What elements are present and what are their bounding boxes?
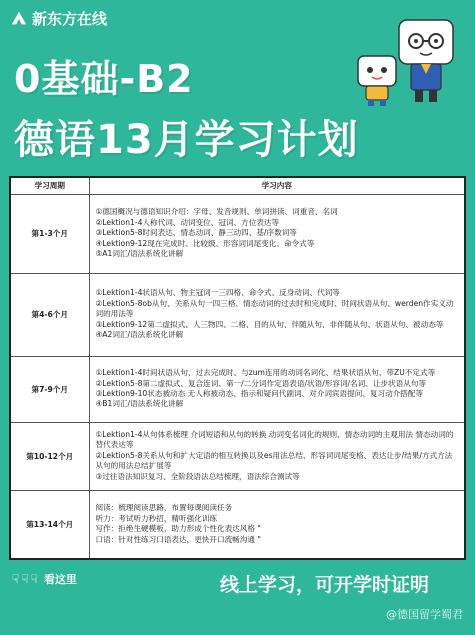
column-header-period: 学习周期	[11, 178, 89, 194]
row-content	[89, 194, 464, 273]
row-period: 第1-3个月	[11, 194, 89, 273]
content-line: ②Lektion5-8ob从句、关系从句一四三格、情态动词的过去时和完成时、时间状语从句、werden作实义动词的用法等	[95, 298, 454, 319]
content-line: ①Lektion1-4从句体系梳理 介词短语和从句的转换 动词变名词化的规则、情态动词的主观用法 情态动词的替代表达等	[95, 429, 454, 450]
table-row	[11, 490, 464, 558]
table-header-row	[11, 178, 464, 194]
content-line: ⑤A1词汇/语法系统化讲解	[95, 249, 184, 259]
content-line: ②Lektion1-4人称代词、动词变位、冠词、方位表达等	[95, 217, 280, 227]
content-line: ③过往语法知识复习、全阶段语法总结梳理，语法综合测试等	[95, 471, 300, 481]
brand-name: 新东方在线	[32, 10, 108, 28]
content-line: ④B1词汇/语法系统化讲解	[95, 399, 184, 409]
content-line: ②Lektion5-8关系从句和扩大定语的相互转换以及es用法总结、形容词词尾变格、表达让步/结果/方式方法从句的用法总结扩展等	[95, 450, 453, 471]
row-content	[89, 490, 464, 558]
content-line: ④A2词汇/语法系统化讲解	[95, 330, 184, 340]
see-here-label: 看这里	[43, 573, 77, 586]
content-line: ③Lektion5-8时间表达、情态动词、静三动四、基/序数词等	[95, 228, 297, 238]
pointing-down-hand-icon: ☟	[30, 572, 38, 586]
pointing-down-hand-icon: ☟	[21, 572, 29, 586]
row-content	[89, 422, 464, 490]
brand-logo	[10, 8, 107, 29]
row-period: 第4-6个月	[11, 273, 89, 356]
content-line: 写作：拒绝生硬模板，助力形成个性化表达风格 "	[95, 524, 261, 534]
page-title-line1: 0基础-B2	[14, 57, 194, 101]
row-period: 第7-9个月	[11, 356, 89, 422]
content-line: 口语：针对性练习口语表达，更快开口流畅沟通 "	[95, 534, 261, 544]
footer-slogan: 线上学习，可开学时证明	[220, 574, 430, 596]
content-line: ①德国概况与德语知识介绍：字母、发音规则、单词拼读、词重音、名词	[95, 207, 338, 217]
content-line: ③Lektion9-10状态被动态 无人称被动态、指示和疑问代副词、对介词宾语提问、复习动介搭配等	[95, 389, 424, 398]
content-line: ①Lektion1-4时间状语从句、过去完成时、与zum连用的动词名词化、结果状语从句、带ZU不定式等	[95, 368, 436, 378]
content-line: ②Lektion5-8第二虚拟式、复合连词、第一/二分词作定语表语/状语/形容词/名词、让步状语从句等	[95, 378, 427, 388]
content-line: ①Lektion1-4状语从句、物主冠词一三四格、命令式、反身动词、代词等	[95, 288, 340, 298]
row-content	[89, 273, 464, 356]
table-row	[11, 273, 464, 356]
watermark-text: @德国留学蜀君	[386, 608, 463, 621]
content-line: 阅读：梳理阅读思路，布置每课阅读任务	[95, 503, 233, 513]
pointing-down-hand-icon: ☟	[12, 572, 20, 586]
page-title-line2: 德语13月学习计划	[14, 117, 359, 163]
study-plan-table-panel	[9, 176, 466, 560]
row-period: 第10-12个月	[11, 422, 89, 490]
table-row	[11, 194, 464, 273]
watermark	[386, 606, 463, 622]
column-header-content: 学习内容	[89, 178, 464, 194]
table-row	[11, 356, 464, 422]
mascot-large-illustration	[393, 16, 461, 106]
content-line: 听力：考试听力秒招，精听强化训练	[95, 513, 217, 523]
content-line: ④Lektion9-12现在完成时、比较级、形容词词尾变化、命令式等	[95, 238, 315, 248]
table-row	[11, 422, 464, 490]
brand-mark-icon	[10, 10, 28, 28]
row-content	[89, 356, 464, 422]
see-here-callout	[12, 571, 77, 587]
study-plan-table	[11, 178, 464, 558]
content-line: ③Lektion9-12第二虚拟式、人三物四、二格、目的从句、伴随从句、非伴随从句、状语从句、被动态等	[95, 319, 444, 329]
row-period: 第13-14个月	[11, 490, 89, 558]
